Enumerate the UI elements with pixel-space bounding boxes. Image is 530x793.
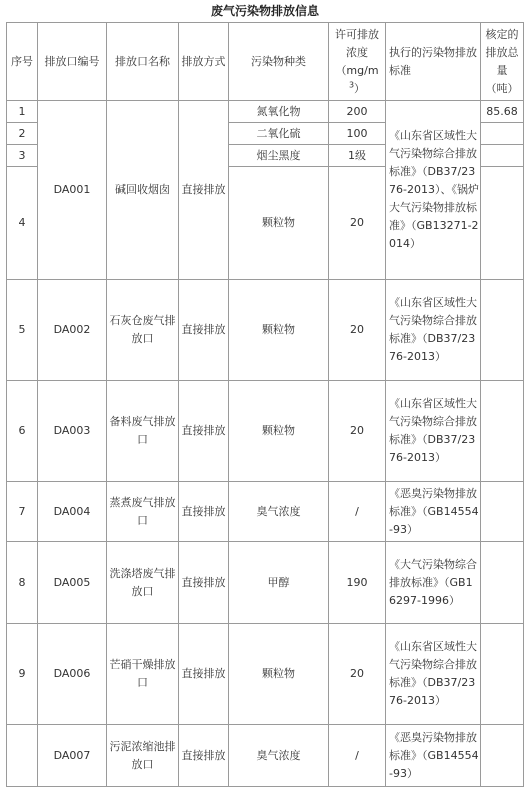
cell-approved <box>481 482 524 542</box>
cell-approved <box>481 624 524 725</box>
cell-limit: 20 <box>329 381 386 482</box>
cell-pollutant: 甲醇 <box>229 542 329 624</box>
header-limit-unit: $(mg/m^3)$ <box>335 63 379 95</box>
cell-outlet-id: DA002 <box>38 280 107 381</box>
header-limit-line1: 许可排放 <box>335 27 379 41</box>
cell-pollutant: 臭气浓度 <box>229 482 329 542</box>
cell-standard: 《山东省区域性大气污染物综合排放标准》（DB37/2376-2013） <box>386 381 481 482</box>
cell-method: 直接排放 <box>179 624 229 725</box>
cell-seq: 7 <box>7 482 38 542</box>
header-outlet-id: 排放口编号 <box>38 23 107 101</box>
cell-limit: 20 <box>329 167 386 280</box>
cell-approved <box>481 145 524 167</box>
cell-seq <box>7 725 38 787</box>
table-row <box>7 725 524 787</box>
cell-standard: 《山东省区域性大气污染物综合排放标准》（DB37/2376-2013） <box>386 624 481 725</box>
cell-standard: 《大气污染物综合排放标准》（GB16297-1996） <box>386 542 481 624</box>
cell-seq: 1 <box>7 101 38 123</box>
cell-outlet-id: DA006 <box>38 624 107 725</box>
header-approved: 核定的排放总量（吨） <box>481 23 524 101</box>
table-row <box>7 624 524 725</box>
cell-pollutant: 颗粒物 <box>229 280 329 381</box>
header-pollutant: 污染物种类 <box>229 23 329 101</box>
cell-seq: 4 <box>7 167 38 280</box>
cell-seq: 9 <box>7 624 38 725</box>
cell-outlet-name: 碱回收烟囱 <box>107 101 179 280</box>
cell-standard: 《恶臭污染物排放标准》（GB14554-93） <box>386 482 481 542</box>
cell-method: 直接排放 <box>179 381 229 482</box>
cell-standard: 《山东省区域性大气污染物综合排放标准》（DB37/2376-2013）、《锅炉大气污染物排放标准》（GB13271-2014） <box>386 101 481 280</box>
cell-standard: 《恶臭污染物排放标准》（GB14554-93） <box>386 725 481 787</box>
cell-seq: 6 <box>7 381 38 482</box>
cell-outlet-name: 石灰仓废气排放口 <box>107 280 179 381</box>
cell-outlet-id: DA003 <box>38 381 107 482</box>
cell-limit: 20 <box>329 280 386 381</box>
cell-approved <box>481 167 524 280</box>
cell-method: 直接排放 <box>179 101 229 280</box>
cell-limit: / <box>329 482 386 542</box>
cell-outlet-id: DA007 <box>38 725 107 787</box>
cell-seq: 3 <box>7 145 38 167</box>
cell-outlet-name: 洗涤塔废气排放口 <box>107 542 179 624</box>
cell-limit: 20 <box>329 624 386 725</box>
table-row <box>7 381 524 482</box>
emission-table <box>6 22 524 787</box>
cell-method: 直接排放 <box>179 725 229 787</box>
cell-approved: 85.68 <box>481 101 524 123</box>
header-limit <box>329 23 386 101</box>
cell-pollutant: 氮氧化物 <box>229 101 329 123</box>
table-row <box>7 542 524 624</box>
cell-seq: 2 <box>7 123 38 145</box>
cell-outlet-name: 蒸煮废气排放口 <box>107 482 179 542</box>
cell-pollutant: 颗粒物 <box>229 381 329 482</box>
cell-outlet-id: DA004 <box>38 482 107 542</box>
header-standard: 执行的污染物排放标准 <box>386 23 481 101</box>
table-row <box>7 101 524 123</box>
header-row <box>7 23 524 101</box>
cell-outlet-id: DA001 <box>38 101 107 280</box>
cell-pollutant: 臭气浓度 <box>229 725 329 787</box>
cell-seq: 5 <box>7 280 38 381</box>
cell-limit: 100 <box>329 123 386 145</box>
cell-pollutant: 二氧化硫 <box>229 123 329 145</box>
header-method: 排放方式 <box>179 23 229 101</box>
cell-standard: 《山东省区域性大气污染物综合排放标准》（DB37/2376-2013） <box>386 280 481 381</box>
cell-method: 直接排放 <box>179 542 229 624</box>
cell-limit: / <box>329 725 386 787</box>
cell-limit: 200 <box>329 101 386 123</box>
cell-approved <box>481 280 524 381</box>
cell-limit: 190 <box>329 542 386 624</box>
cell-pollutant: 烟尘黑度 <box>229 145 329 167</box>
cell-approved <box>481 123 524 145</box>
cell-method: 直接排放 <box>179 280 229 381</box>
table-row <box>7 280 524 381</box>
cell-pollutant: 颗粒物 <box>229 167 329 280</box>
header-outlet-name: 排放口名称 <box>107 23 179 101</box>
cell-outlet-name: 污泥浓缩池排放口 <box>107 725 179 787</box>
cell-pollutant: 颗粒物 <box>229 624 329 725</box>
cell-limit: 1级 <box>329 145 386 167</box>
table-title: 废气污染物排放信息 <box>210 4 319 18</box>
table-row <box>7 482 524 542</box>
cell-outlet-name: 备料废气排放口 <box>107 381 179 482</box>
cell-approved <box>481 381 524 482</box>
header-limit-line2: 浓度 <box>346 45 368 59</box>
cell-outlet-id: DA005 <box>38 542 107 624</box>
cell-seq: 8 <box>7 542 38 624</box>
cell-approved <box>481 542 524 624</box>
cell-method: 直接排放 <box>179 482 229 542</box>
cell-approved <box>481 725 524 787</box>
header-seq: 序号 <box>7 23 38 101</box>
cell-outlet-name: 芒硝干燥排放口 <box>107 624 179 725</box>
